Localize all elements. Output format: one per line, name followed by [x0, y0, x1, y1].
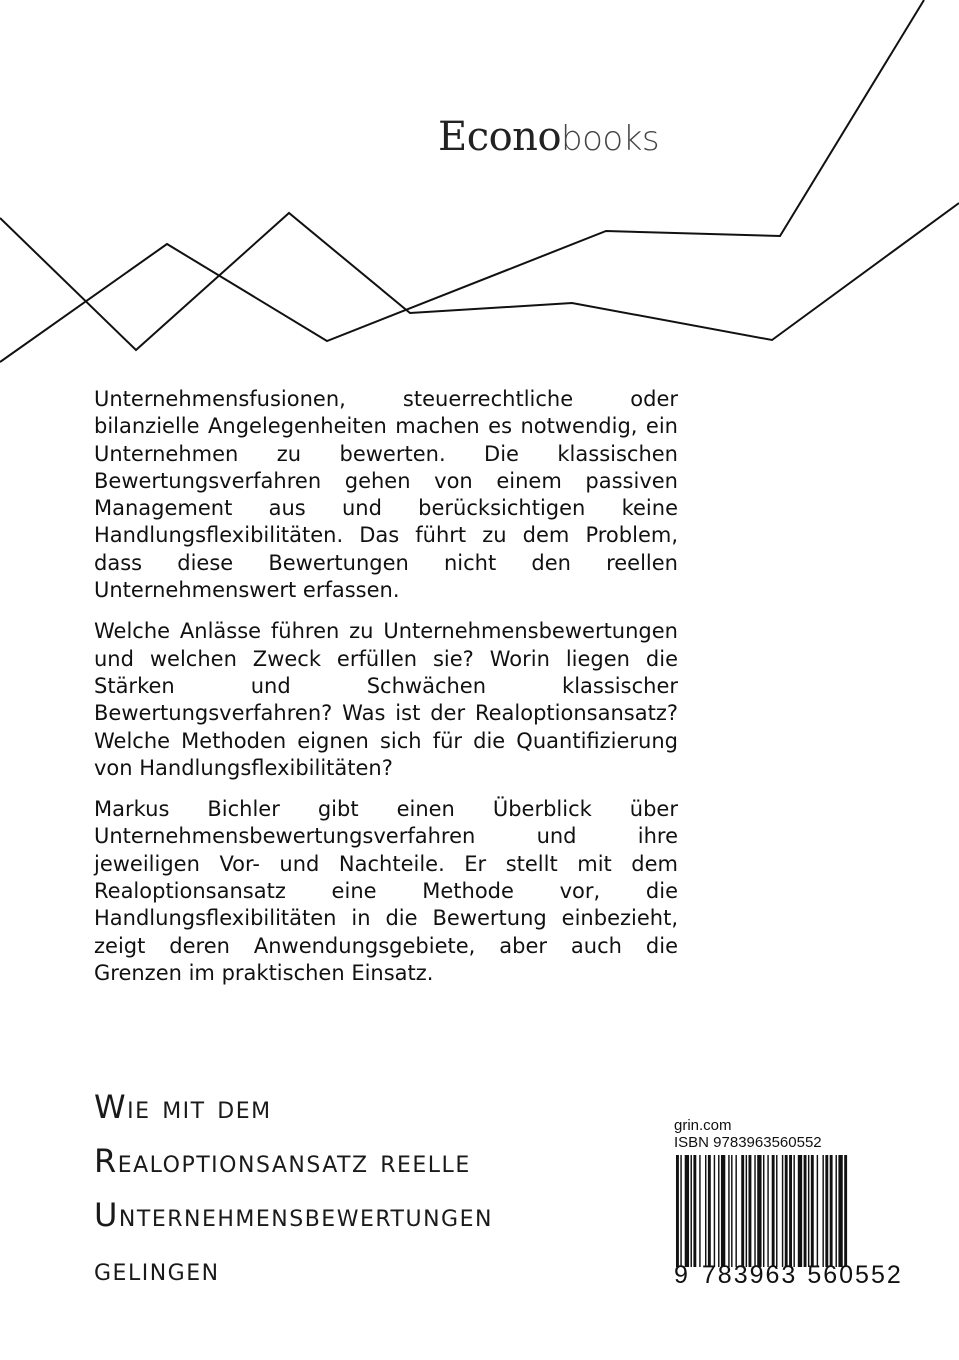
- barcode-digit-group-2: 560552: [807, 1261, 903, 1289]
- barcode-bar: [714, 1155, 715, 1267]
- barcode-bar: [817, 1155, 818, 1267]
- logo-part-books: books: [561, 119, 660, 159]
- barcode-bar: [811, 1155, 814, 1267]
- barcode-image: [674, 1155, 894, 1267]
- barcode-bar: [782, 1155, 783, 1267]
- barcode-bar: [708, 1155, 711, 1267]
- barcode-bar: [763, 1155, 764, 1267]
- barcode-bar: [749, 1155, 752, 1267]
- decorative-line-2: [0, 0, 924, 362]
- barcode-bar: [741, 1155, 744, 1267]
- barcode-bar: [785, 1155, 788, 1267]
- barcode-bar: [754, 1155, 755, 1267]
- barcode-bar: [789, 1155, 792, 1267]
- barcode-bar: [808, 1155, 809, 1267]
- logo-part-econo: Econo: [438, 114, 562, 160]
- barcode-digit-first: 9: [674, 1261, 690, 1289]
- subtitle-line: Unternehmensbewertungen: [94, 1196, 493, 1234]
- barcode-bar: [705, 1155, 706, 1267]
- blurb-paragraph: Welche Anlässe führen zu Unternehmensbewertungen und welchen Zweck erfüllen sie? Worin liegen die Stärken und Schwächen klassischer Bewertungsverfahren? Was ist der Realoptionsansatz? Welche Methoden eignen sich für die Quantifizierung von Handlungsflexibilitäten?: [94, 619, 678, 780]
- barcode-bar: [772, 1155, 775, 1267]
- barcode-bar: [825, 1155, 828, 1267]
- barcode-bar: [793, 1155, 794, 1267]
- publisher-site: grin.com: [674, 1117, 732, 1134]
- isbn-label: ISBN 9783963560552: [674, 1134, 822, 1151]
- back-cover-blurb: [94, 386, 678, 1001]
- isbn-barcode-block: [674, 1117, 903, 1289]
- barcode-bar: [699, 1155, 700, 1267]
- barcode-bar: [776, 1155, 777, 1267]
- decorative-line-graphic: [0, 0, 959, 400]
- publisher-logo: [438, 112, 659, 164]
- barcode-bar: [721, 1155, 725, 1267]
- barcode-bar: [822, 1155, 823, 1267]
- barcode-bar: [693, 1155, 696, 1267]
- barcode-bar: [844, 1155, 847, 1267]
- subtitle-line: gelingen: [94, 1250, 220, 1288]
- barcode-digit-group-1: 783963: [701, 1261, 798, 1289]
- barcode-bar: [735, 1155, 736, 1267]
- barcode-bar: [838, 1155, 842, 1267]
- subtitle-line: Realoptionsansatz reelle: [94, 1142, 471, 1180]
- blurb-paragraph: Unternehmensfusionen, steuerrechtliche oder bilanzielle Angelegenheiten machen es notwendig, ein Unternehmen zu bewerten. Die klassischen Bewertungsverfahren gehen von einem passiven Management aus und berücksichtigen keine Handlungsflexibilitäten. Das führt zu dem Problem, dass diese Bewertungen nicht den reellen Unternehmenswert erfassen.: [94, 387, 678, 603]
- barcode-bar: [718, 1155, 719, 1267]
- barcode-bar: [830, 1155, 833, 1267]
- barcode-bar: [757, 1155, 761, 1267]
- barcode-bar: [680, 1155, 681, 1267]
- blurb-paragraph: Markus Bichler gibt einen Überblick über Unternehmensbewertungsverfahren und ihre jeweiligen Vor- und Nachteile. Er stellt mit dem Realoptionsansatz eine Methode vor, die Handlungsflexibilitäten in die Bewertung einbezieht, zeigt deren Anwendungsgebiete, aber auch die Grenzen im praktischen Einsatz.: [94, 797, 678, 985]
- barcode-bar: [746, 1155, 747, 1267]
- barcode-bar: [798, 1155, 802, 1267]
- subtitle-line: Wie mit dem: [94, 1088, 272, 1126]
- barcode-bar: [676, 1155, 679, 1267]
- barcode-bar: [731, 1155, 732, 1267]
- barcode-bar: [804, 1155, 807, 1267]
- barcode-bar: [685, 1155, 689, 1267]
- barcode-bar: [691, 1155, 692, 1267]
- barcode-bar: [836, 1155, 837, 1267]
- book-subtitle: [94, 1080, 654, 1296]
- decorative-line-1: [0, 203, 959, 350]
- barcode-digits: [674, 1261, 903, 1289]
- barcode-bar: [767, 1155, 768, 1267]
- barcode-bar: [728, 1155, 729, 1267]
